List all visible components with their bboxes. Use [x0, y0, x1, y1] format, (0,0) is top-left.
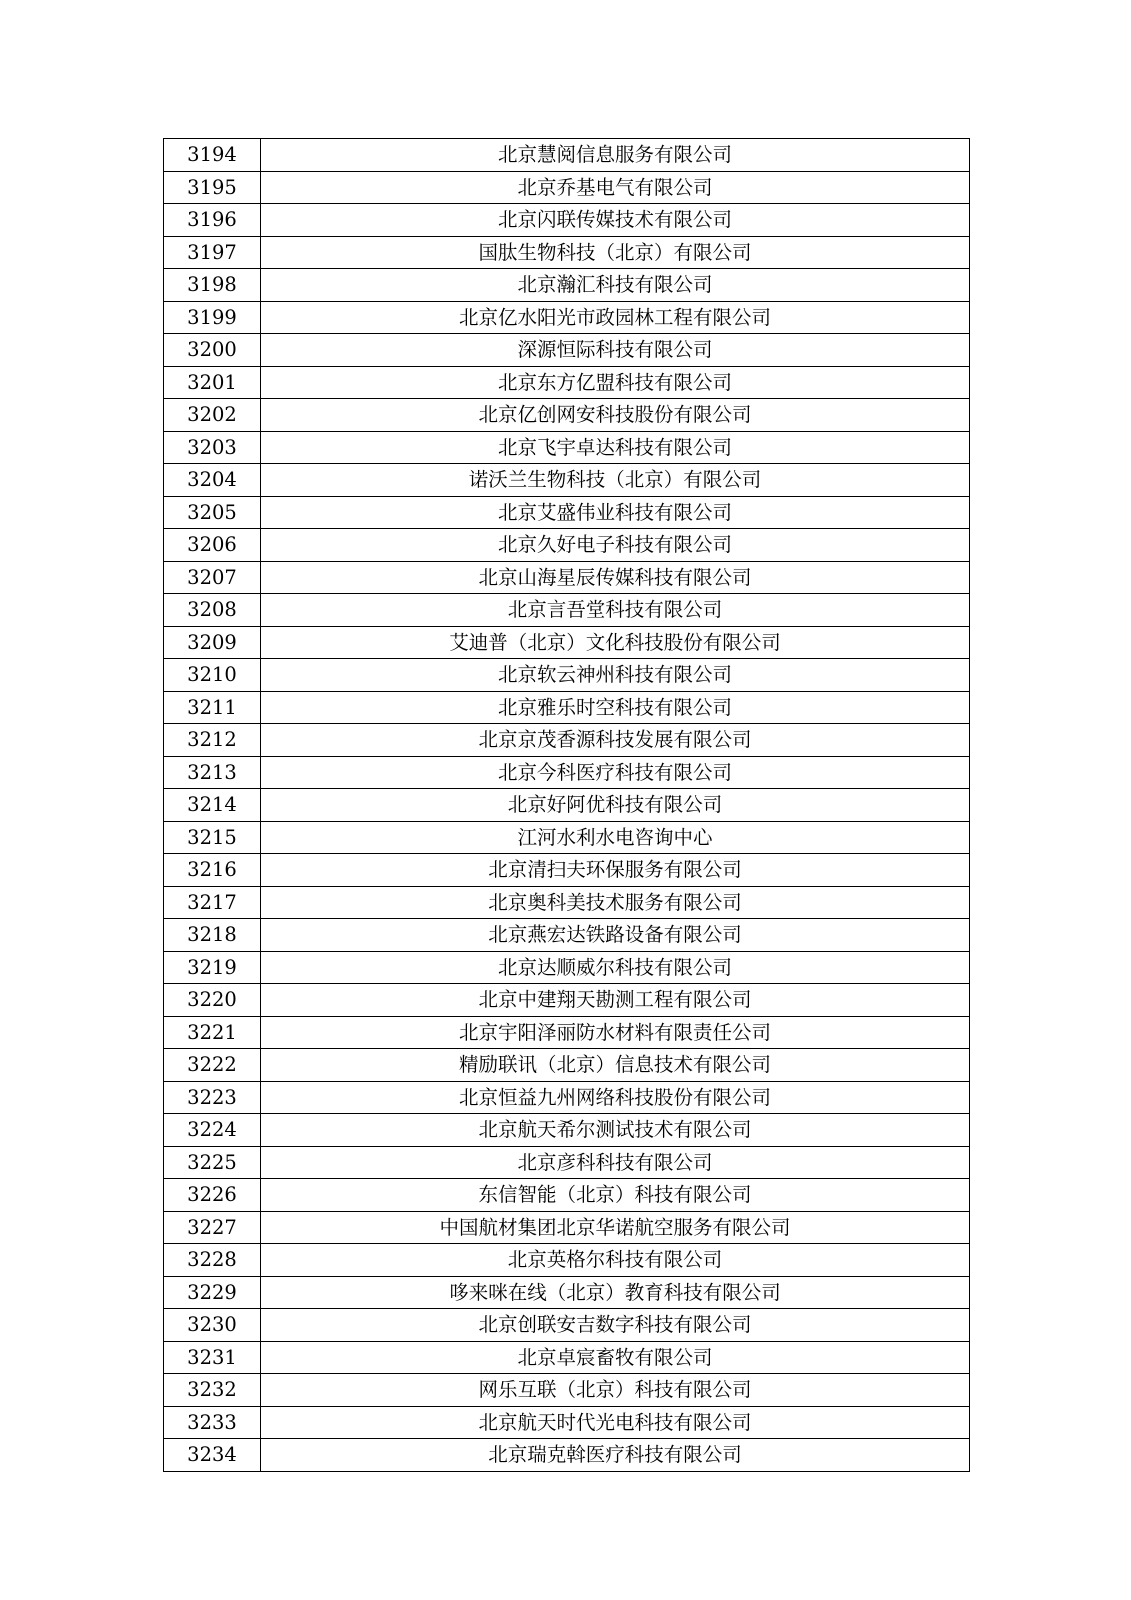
table-row: [164, 691, 970, 724]
row-number-cell: 3208: [164, 594, 261, 627]
table-row: [164, 1049, 970, 1082]
table-row: [164, 756, 970, 789]
table-row: [164, 919, 970, 952]
row-number-cell: 3215: [164, 821, 261, 854]
company-name-cell: 北京亿水阳光市政园林工程有限公司: [261, 301, 970, 334]
row-number-cell: 3232: [164, 1374, 261, 1407]
table-row: [164, 594, 970, 627]
row-number-cell: 3224: [164, 1114, 261, 1147]
row-number-cell: 3228: [164, 1244, 261, 1277]
row-number-cell: 3221: [164, 1016, 261, 1049]
table-row: [164, 1374, 970, 1407]
company-name-cell: 北京恒益九州网络科技股份有限公司: [261, 1081, 970, 1114]
company-name-cell: 北京亿创网安科技股份有限公司: [261, 399, 970, 432]
company-name-cell: 北京瀚汇科技有限公司: [261, 269, 970, 302]
company-name-cell: 精励联讯（北京）信息技术有限公司: [261, 1049, 970, 1082]
row-number-cell: 3223: [164, 1081, 261, 1114]
table-row: [164, 366, 970, 399]
row-number-cell: 3213: [164, 756, 261, 789]
table-row: [164, 626, 970, 659]
row-number-cell: 3197: [164, 236, 261, 269]
table-row: [164, 1016, 970, 1049]
table-row: [164, 236, 970, 269]
table-row: [164, 724, 970, 757]
company-name-cell: 北京雅乐时空科技有限公司: [261, 691, 970, 724]
company-name-cell: 北京慧阅信息服务有限公司: [261, 139, 970, 172]
company-name-cell: 哆来咪在线（北京）教育科技有限公司: [261, 1276, 970, 1309]
table-row: [164, 1179, 970, 1212]
company-name-cell: 北京乔基电气有限公司: [261, 171, 970, 204]
row-number-cell: 3216: [164, 854, 261, 887]
row-number-cell: 3212: [164, 724, 261, 757]
table-row: [164, 1211, 970, 1244]
row-number-cell: 3220: [164, 984, 261, 1017]
row-number-cell: 3207: [164, 561, 261, 594]
row-number-cell: 3202: [164, 399, 261, 432]
row-number-cell: 3205: [164, 496, 261, 529]
table-row: [164, 269, 970, 302]
row-number-cell: 3196: [164, 204, 261, 237]
row-number-cell: 3229: [164, 1276, 261, 1309]
row-number-cell: 3198: [164, 269, 261, 302]
table-row: [164, 139, 970, 172]
company-name-cell: 北京燕宏达铁路设备有限公司: [261, 919, 970, 952]
company-name-cell: 中国航材集团北京华诺航空服务有限公司: [261, 1211, 970, 1244]
company-name-cell: 北京瑞克斡医疗科技有限公司: [261, 1439, 970, 1472]
row-number-cell: 3194: [164, 139, 261, 172]
row-number-cell: 3219: [164, 951, 261, 984]
table-row: [164, 789, 970, 822]
company-name-cell: 北京艾盛伟业科技有限公司: [261, 496, 970, 529]
table-row: [164, 1114, 970, 1147]
table-row: [164, 1439, 970, 1472]
company-name-cell: 北京达顺威尔科技有限公司: [261, 951, 970, 984]
company-name-cell: 北京今科医疗科技有限公司: [261, 756, 970, 789]
row-number-cell: 3218: [164, 919, 261, 952]
company-name-cell: 北京闪联传媒技术有限公司: [261, 204, 970, 237]
company-name-cell: 深源恒际科技有限公司: [261, 334, 970, 367]
row-number-cell: 3210: [164, 659, 261, 692]
row-number-cell: 3195: [164, 171, 261, 204]
row-number-cell: 3211: [164, 691, 261, 724]
row-number-cell: 3231: [164, 1341, 261, 1374]
row-number-cell: 3199: [164, 301, 261, 334]
company-name-cell: 国肽生物科技（北京）有限公司: [261, 236, 970, 269]
company-name-cell: 网乐互联（北京）科技有限公司: [261, 1374, 970, 1407]
company-name-cell: 北京软云神州科技有限公司: [261, 659, 970, 692]
company-name-cell: 北京创联安吉数字科技有限公司: [261, 1309, 970, 1342]
company-name-cell: 北京卓宸畜牧有限公司: [261, 1341, 970, 1374]
table-row: [164, 399, 970, 432]
table-row: [164, 561, 970, 594]
company-name-cell: 东信智能（北京）科技有限公司: [261, 1179, 970, 1212]
company-name-cell: 北京言吾堂科技有限公司: [261, 594, 970, 627]
company-name-cell: 北京京茂香源科技发展有限公司: [261, 724, 970, 757]
table-row: [164, 1341, 970, 1374]
table-row: [164, 1081, 970, 1114]
row-number-cell: 3227: [164, 1211, 261, 1244]
row-number-cell: 3230: [164, 1309, 261, 1342]
company-name-cell: 北京航天时代光电科技有限公司: [261, 1406, 970, 1439]
table-row: [164, 301, 970, 334]
company-name-cell: 北京宇阳泽丽防水材料有限责任公司: [261, 1016, 970, 1049]
company-name-cell: 北京英格尔科技有限公司: [261, 1244, 970, 1277]
table-row: [164, 659, 970, 692]
row-number-cell: 3234: [164, 1439, 261, 1472]
company-name-cell: 江河水利水电咨询中心: [261, 821, 970, 854]
table-row: [164, 529, 970, 562]
row-number-cell: 3226: [164, 1179, 261, 1212]
row-number-cell: 3203: [164, 431, 261, 464]
table-row: [164, 951, 970, 984]
row-number-cell: 3214: [164, 789, 261, 822]
company-name-cell: 北京奥科美技术服务有限公司: [261, 886, 970, 919]
row-number-cell: 3222: [164, 1049, 261, 1082]
row-number-cell: 3225: [164, 1146, 261, 1179]
table-row: [164, 496, 970, 529]
company-name-cell: 诺沃兰生物科技（北京）有限公司: [261, 464, 970, 497]
company-name-cell: 北京彦科科技有限公司: [261, 1146, 970, 1179]
row-number-cell: 3217: [164, 886, 261, 919]
table-row: [164, 854, 970, 887]
row-number-cell: 3204: [164, 464, 261, 497]
company-name-cell: 北京东方亿盟科技有限公司: [261, 366, 970, 399]
table-row: [164, 821, 970, 854]
table-row: [164, 1146, 970, 1179]
table-row: [164, 204, 970, 237]
company-list-table: [163, 138, 970, 1472]
row-number-cell: 3201: [164, 366, 261, 399]
row-number-cell: 3206: [164, 529, 261, 562]
table-row: [164, 1244, 970, 1277]
table-row: [164, 1406, 970, 1439]
table-row: [164, 1309, 970, 1342]
row-number-cell: 3209: [164, 626, 261, 659]
table-row: [164, 984, 970, 1017]
row-number-cell: 3233: [164, 1406, 261, 1439]
table-row: [164, 431, 970, 464]
table-row: [164, 171, 970, 204]
company-name-cell: 北京飞宇卓达科技有限公司: [261, 431, 970, 464]
table-body: [164, 139, 970, 1472]
table-row: [164, 334, 970, 367]
table-row: [164, 1276, 970, 1309]
table-row: [164, 886, 970, 919]
table-row: [164, 464, 970, 497]
company-name-cell: 北京好阿优科技有限公司: [261, 789, 970, 822]
row-number-cell: 3200: [164, 334, 261, 367]
company-name-cell: 北京中建翔天勘测工程有限公司: [261, 984, 970, 1017]
company-name-cell: 艾迪普（北京）文化科技股份有限公司: [261, 626, 970, 659]
company-name-cell: 北京航天希尔测试技术有限公司: [261, 1114, 970, 1147]
company-name-cell: 北京清扫夫环保服务有限公司: [261, 854, 970, 887]
company-name-cell: 北京久好电子科技有限公司: [261, 529, 970, 562]
company-name-cell: 北京山海星辰传媒科技有限公司: [261, 561, 970, 594]
